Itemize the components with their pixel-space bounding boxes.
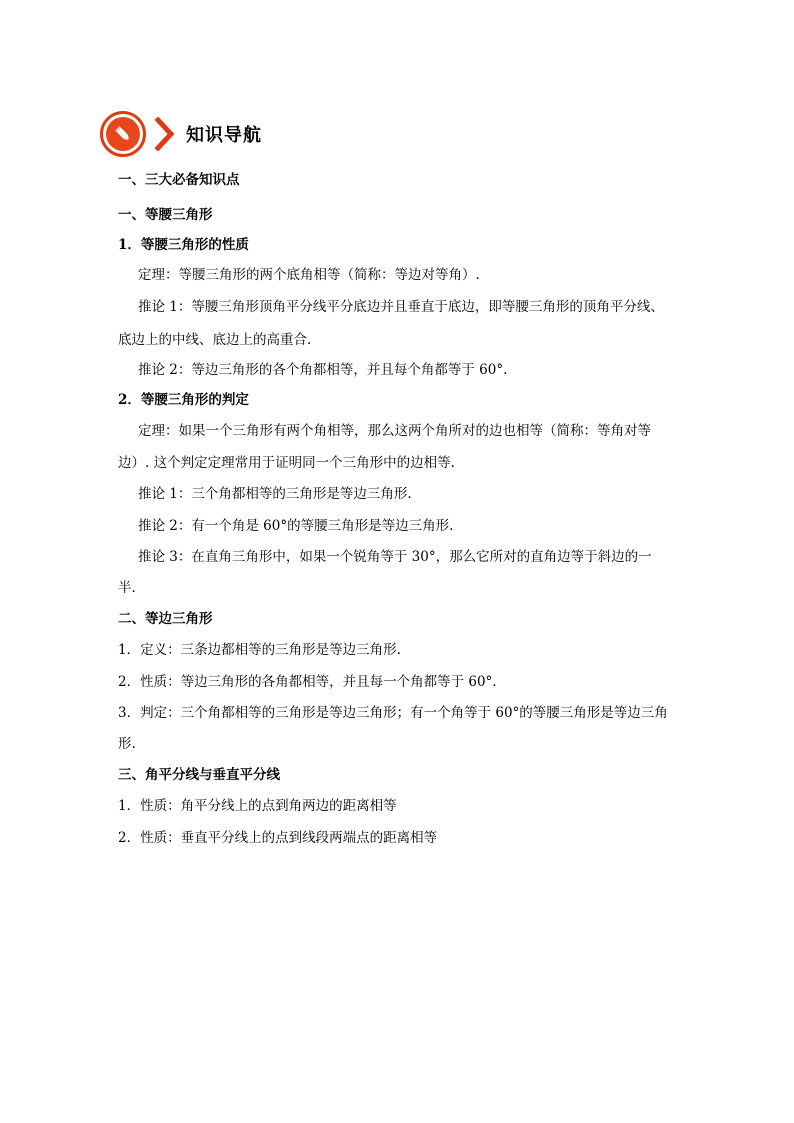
corollary-2-2-text: 推论 2：有一个角是 60°的等腰三角形是等边三角形. [138, 518, 454, 534]
corollary-2-3-continued: 半. [118, 580, 136, 596]
corollary-2-3-text: 推论 3：在直角三角形中，如果一个锐角等于 30°，那么它所对的直角边等于斜边的一 [138, 549, 652, 565]
subsection-2-heading: 2．等腰三角形的判定 [118, 392, 249, 408]
corollary-2-1-text: 推论 1：三个角都相等的三角形是等边三角形. [138, 486, 412, 502]
section-header [100, 110, 262, 158]
criterion-text: 3．判定：三个角都相等的三角形是等边三角形；有一个角等于 60°的等腰三角形是等边三角 [118, 705, 668, 721]
corollary-1-text: 推论 1：等腰三角形顶角平分线平分底边并且垂直于底边，即等腰三角形的顶角平分线、 [138, 299, 664, 315]
section-title: 知识导航 [186, 125, 262, 146]
property-text: 2．性质：等边三角形的各角都相等，并且每一个角都等于 60°. [118, 674, 497, 690]
summary-heading: 一、三大必备知识点 [118, 172, 240, 188]
pencil-badge [100, 111, 146, 157]
section-1-heading: 一、等腰三角形 [118, 207, 213, 223]
chevron-right-icon [154, 117, 176, 151]
pencil-icon [106, 117, 140, 151]
definition-text: 1．定义：三条边都相等的三角形是等边三角形. [118, 642, 401, 658]
section-2-heading: 二、等边三角形 [118, 611, 213, 627]
perpendicular-bisector-property: 2．性质：垂直平分线上的点到线段两端点的距离相等 [118, 830, 438, 846]
criterion-continued: 形. [118, 736, 136, 752]
theorem-2-continued: 边）. 这个判定定理常用于证明同一个三角形中的边相等. [118, 455, 455, 471]
theorem-2-text: 定理：如果一个三角形有两个角相等，那么这两个角所对的边也相等（简称：等角对等 [138, 423, 651, 439]
subsection-1-heading: 1．等腰三角形的性质 [118, 237, 249, 253]
theorem-text: 定理：等腰三角形的两个底角相等（简称：等边对等角）. [138, 267, 480, 283]
corollary-2-text: 推论 2：等边三角形的各个角都相等，并且每个角都等于 60°. [138, 362, 508, 378]
corollary-1-continued: 底边上的中线、底边上的高重合. [118, 332, 312, 348]
section-3-heading: 三、角平分线与垂直平分线 [118, 767, 280, 783]
angle-bisector-property: 1．性质：角平分线上的点到角两边的距离相等 [118, 798, 397, 814]
